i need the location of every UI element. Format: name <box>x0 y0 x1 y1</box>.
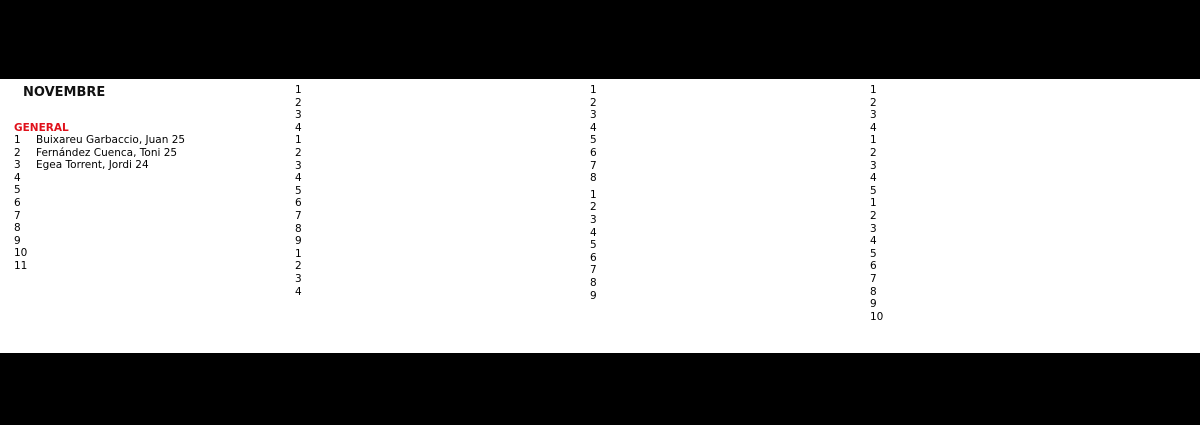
list-item <box>14 172 279 185</box>
column-4 <box>870 84 1190 323</box>
rank-number: 9 <box>590 289 597 302</box>
list-item <box>14 159 279 172</box>
rank-number: 7 <box>590 264 597 277</box>
rank-number: 7 <box>590 159 597 172</box>
list-item <box>590 147 860 160</box>
rank-number: 5 <box>295 184 302 197</box>
list-item <box>295 134 575 147</box>
rank-number: 6 <box>870 260 877 273</box>
rank-number: 6 <box>590 146 597 159</box>
section-general <box>14 122 279 273</box>
rank-number: 3 <box>870 222 877 235</box>
rank-number: 1 <box>590 84 597 96</box>
rank-number: 2 <box>870 146 877 159</box>
list-item <box>870 223 1190 236</box>
list-item <box>590 264 860 277</box>
list-item <box>295 97 575 110</box>
list-item <box>870 97 1190 110</box>
list-item <box>870 197 1190 210</box>
rank-number: 3 <box>590 213 597 226</box>
section-blanc-i-negre <box>590 84 860 185</box>
section-heading: GENERAL <box>14 122 69 134</box>
list-item <box>295 273 575 286</box>
list-item <box>295 248 575 261</box>
rank-number: 1 <box>870 197 877 210</box>
list-item <box>14 134 279 147</box>
rank-number: 3 <box>870 109 877 122</box>
list-item <box>295 197 575 210</box>
list-item <box>295 260 575 273</box>
list-item <box>870 248 1190 261</box>
rank-number: 3 <box>295 159 302 172</box>
list-item <box>295 172 575 185</box>
rank-number: 4 <box>295 172 302 185</box>
list-item <box>590 134 860 147</box>
list-item <box>870 210 1190 223</box>
rank-number: 3 <box>590 109 597 122</box>
column-2 <box>295 84 575 298</box>
list-item <box>14 184 279 197</box>
list-item <box>590 201 860 214</box>
list-item <box>870 298 1190 311</box>
rank-number: 6 <box>14 196 21 209</box>
rank-number: 1 <box>590 188 597 201</box>
rank-number: 1 <box>295 247 302 260</box>
list-item <box>870 286 1190 299</box>
list-item <box>295 223 575 236</box>
entry-text: Egea Torrent, Jordi 24 <box>36 159 149 172</box>
list-item <box>590 172 860 185</box>
list-item <box>295 109 575 122</box>
rank-number: 4 <box>295 285 302 298</box>
rank-number: 7 <box>295 209 302 222</box>
list-item <box>14 260 279 273</box>
rank-number: 2 <box>295 96 302 109</box>
list-item <box>295 210 575 223</box>
list-item <box>590 122 860 135</box>
page-title: NOVEMBRE <box>23 85 106 100</box>
list-item <box>14 222 279 235</box>
rank-number: 4 <box>590 121 597 134</box>
list-item <box>870 185 1190 198</box>
list-item <box>590 214 860 227</box>
rank-number: 9 <box>295 235 302 248</box>
list-item <box>870 147 1190 160</box>
rank-number: 4 <box>295 121 302 134</box>
list-item <box>870 109 1190 122</box>
rank-number: 6 <box>295 197 302 210</box>
section-esports <box>590 189 860 302</box>
rank-number: 4 <box>870 121 877 134</box>
rank-number: 2 <box>295 260 302 273</box>
results-panel <box>0 79 1200 353</box>
rank-number: 4 <box>590 226 597 239</box>
rank-number: 8 <box>590 172 597 185</box>
rank-number: 5 <box>590 134 597 147</box>
rank-number: 5 <box>870 184 877 197</box>
list-item <box>14 147 279 160</box>
rank-number: 8 <box>14 222 21 235</box>
rank-number: 2 <box>590 201 597 214</box>
rank-number: 10 <box>870 310 884 323</box>
entry-text: Buixareu Garbaccio, Juan 25 <box>36 134 186 146</box>
list-item <box>590 277 860 290</box>
list-item <box>590 160 860 173</box>
list-item <box>590 189 860 202</box>
rank-number: 4 <box>870 172 877 185</box>
list-item <box>870 84 1190 97</box>
rank-number: 7 <box>870 272 877 285</box>
rank-number: 8 <box>870 285 877 298</box>
rank-number: 3 <box>14 159 21 172</box>
list-item <box>870 160 1190 173</box>
list-item <box>590 252 860 265</box>
rank-number: 2 <box>590 96 597 109</box>
list-item <box>870 134 1190 147</box>
list-item <box>590 97 860 110</box>
rank-number: 9 <box>14 234 21 247</box>
list-item <box>590 227 860 240</box>
list-item <box>870 122 1190 135</box>
list-item <box>14 247 279 260</box>
section-retrat <box>870 197 1190 323</box>
list-item <box>870 260 1190 273</box>
rank-number: 2 <box>870 209 877 222</box>
section-categoria-jove <box>295 248 575 298</box>
rank-number: 5 <box>870 247 877 260</box>
list-item <box>14 197 279 210</box>
list-item <box>14 235 279 248</box>
rank-number: 11 <box>14 259 28 272</box>
rank-number: 1 <box>870 134 877 147</box>
list-item <box>590 290 860 303</box>
section-arquitectura <box>295 84 575 134</box>
list-item <box>295 147 575 160</box>
rank-number: 3 <box>295 272 302 285</box>
rank-number: 6 <box>590 251 597 264</box>
list-item <box>590 109 860 122</box>
rank-number: 4 <box>870 235 877 248</box>
list-item <box>14 210 279 223</box>
list-item <box>295 235 575 248</box>
list-item <box>870 311 1190 324</box>
rank-number: 3 <box>295 109 302 122</box>
list-item <box>295 286 575 299</box>
rank-number: 5 <box>14 184 21 197</box>
list-item <box>295 160 575 173</box>
section-bodego <box>295 134 575 247</box>
rank-number: 8 <box>295 222 302 235</box>
list-item <box>590 239 860 252</box>
rank-number: 2 <box>14 146 21 159</box>
section-paisatge-no-urba <box>870 134 1190 197</box>
section-natura <box>870 84 1190 134</box>
column-3 <box>590 84 860 302</box>
rank-number: 1 <box>295 134 302 147</box>
rank-number: 1 <box>14 134 21 146</box>
rank-number: 3 <box>870 159 877 172</box>
rank-number: 2 <box>295 146 302 159</box>
list-item <box>870 235 1190 248</box>
entry-text: Fernández Cuenca, Toni 25 <box>36 146 178 159</box>
list-item <box>870 172 1190 185</box>
rank-number: 5 <box>590 239 597 252</box>
list-item <box>870 273 1190 286</box>
rank-number: 1 <box>295 84 302 96</box>
rank-number: 8 <box>590 276 597 289</box>
list-item <box>295 84 575 97</box>
rank-number: 1 <box>870 84 877 96</box>
rank-number: 9 <box>870 298 877 311</box>
rank-number: 2 <box>870 96 877 109</box>
list-item <box>590 84 860 97</box>
rank-number: 10 <box>14 247 28 260</box>
rank-number: 4 <box>14 171 21 184</box>
list-item <box>295 185 575 198</box>
rank-number: 7 <box>14 209 21 222</box>
list-item <box>295 122 575 135</box>
column-1 <box>14 122 279 273</box>
